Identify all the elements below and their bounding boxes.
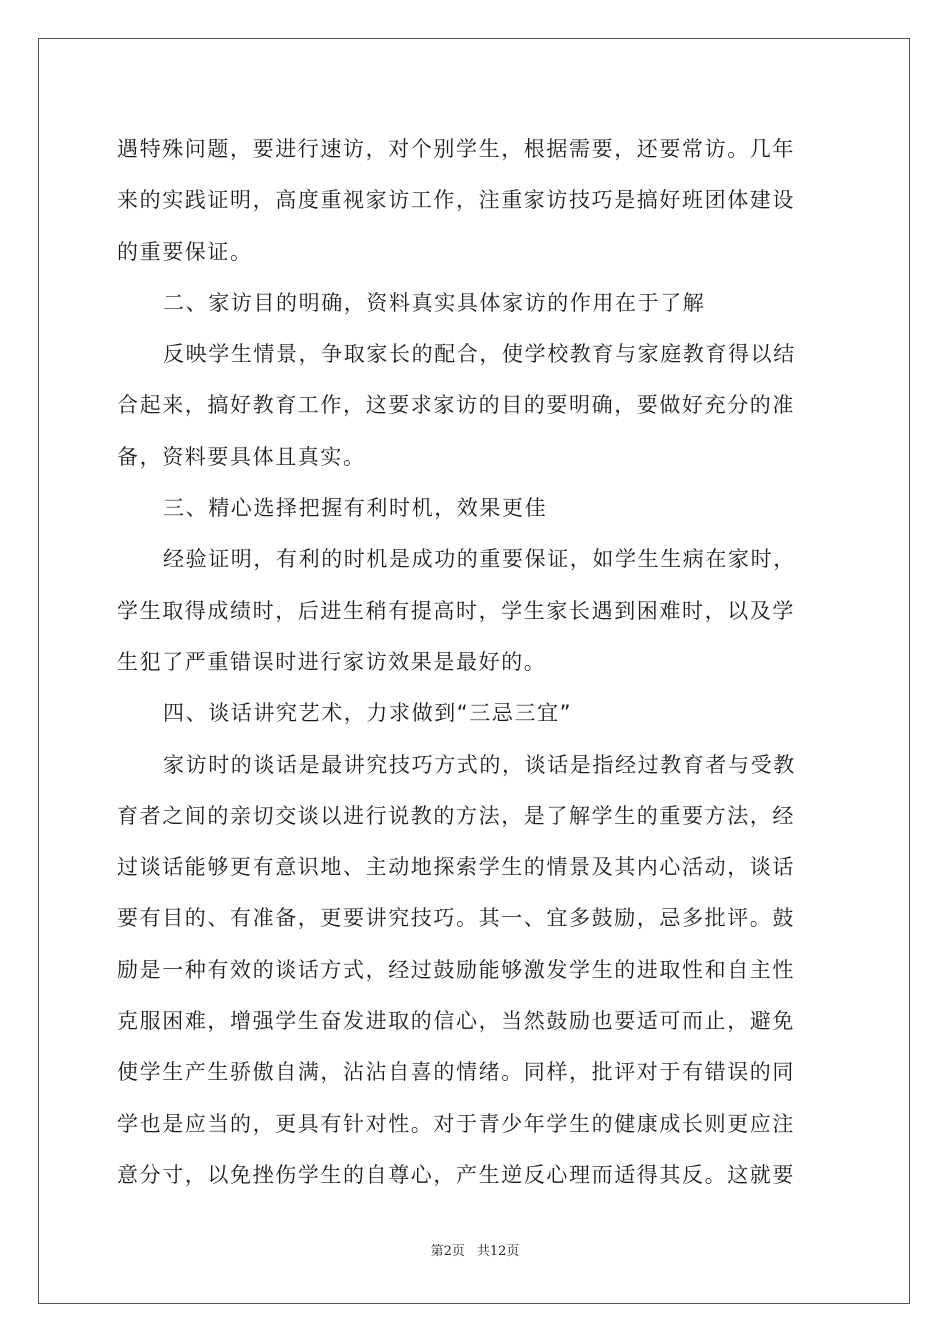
text-line: 学生取得成绩时，后进生稍有提高时，学生家长遇到困难时，以及学 (117, 598, 795, 623)
text-line: 经验证明，有利的时机是成功的重要保证，如学生生病在家时， (163, 547, 796, 572)
text-line: 育者之间的亲切交谈以进行说教的方法，是了解学生的重要方法，经 (117, 803, 795, 828)
text-line: 生犯了严重错误时进行家访效果是最好的。 (117, 649, 547, 674)
text-line: 备，资料要具体且真实。 (117, 444, 366, 469)
text-line: 二、家访目的明确，资料真实具体家访的作用在于了解 (163, 290, 706, 315)
text-line: 励是一种有效的谈话方式，经过鼓励能够激发学生的进取性和自主性 (117, 957, 795, 982)
page-number: 第2页 (430, 1244, 465, 1259)
document-body (117, 124, 837, 1201)
text-line: 使学生产生骄傲自满，沾沾自喜的情绪。同样，批评对于有错误的同 (117, 1060, 795, 1085)
page-total: 共12页 (476, 1244, 520, 1259)
text-line: 家访时的谈话是最讲究技巧方式的，谈话是指经过教育者与受教 (163, 752, 796, 777)
text-line: 遇特殊问题，要进行速访，对个别学生，根据需要，还要常访。几年 (117, 137, 795, 161)
text-line: 反映学生情景，争取家长的配合，使学校教育与家庭教育得以结 (163, 342, 796, 367)
page-footer (0, 1240, 950, 1259)
text-line: 克服困难，增强学生奋发进取的信心，当然鼓励也要适可而止，避免 (117, 1009, 795, 1034)
text-line: 合起来，搞好教育工作，这要求家访的目的要明确，要做好充分的准 (117, 393, 795, 418)
text-line: 的重要保证。 (117, 239, 253, 264)
text-line: 要有目的、有准备，更要讲究技巧。其一、宜多鼓励，忌多批评。鼓 (117, 906, 795, 931)
text-line: 过谈话能够更有意识地、主动地探索学生的情景及其内心活动，谈话 (117, 855, 795, 880)
text-line: 学也是应当的，更具有针对性。对于青少年学生的健康成长则更应注 (117, 1111, 795, 1136)
text-line: 四、谈话讲究艺术，力求做到“三忌三宜” (163, 701, 573, 726)
text-line: 来的实践证明，高度重视家访工作，注重家访技巧是搞好班团体建设 (117, 188, 795, 213)
text-line: 三、精心选择把握有利时机，效果更佳 (163, 496, 548, 521)
text-line: 意分寸，以免挫伤学生的自尊心，产生逆反心理而适得其反。这就要 (117, 1162, 795, 1187)
